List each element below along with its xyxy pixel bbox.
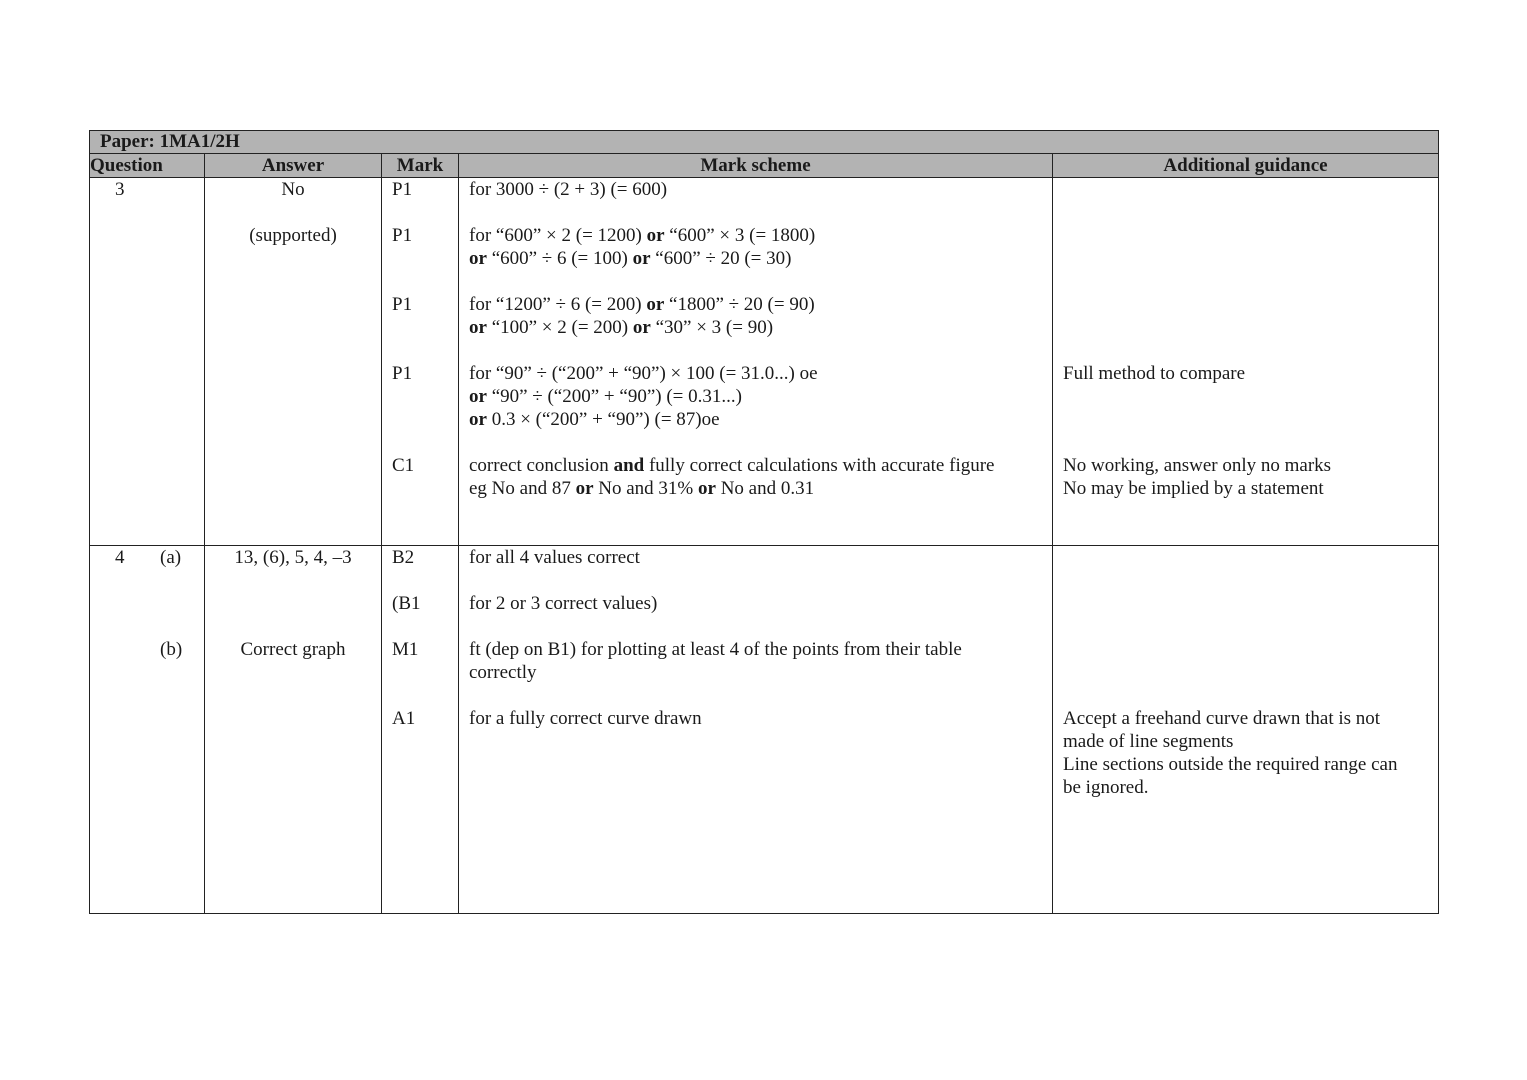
question-4-part-b: (b) xyxy=(160,639,183,660)
q3-c1-line2: eg No and 87 or No and 31% or No and 0.31 xyxy=(469,478,815,499)
question-3-mark-3: P1 xyxy=(392,294,413,315)
paper-row xyxy=(90,131,1439,154)
q3-p1d-line1: for “90” ÷ (“200” + “90”) × 100 (= 31.0...) oe xyxy=(469,363,818,384)
header-question: Question xyxy=(90,154,205,178)
q4-b1-line: for 2 or 3 correct values) xyxy=(469,593,658,614)
q3-p1d-line3: or 0.3 × (“200” + “90”) (= 87)oe xyxy=(469,409,720,430)
question-3-guidance-cell xyxy=(1053,178,1439,546)
q3-p1d-line2: or “90” ÷ (“200” + “90”) (= 0.31...) xyxy=(469,386,742,407)
question-3-mark-cell xyxy=(382,178,459,546)
question-4-answer-b: Correct graph xyxy=(240,639,346,660)
question-3-answer: No xyxy=(281,179,305,200)
question-4-number: 4 xyxy=(115,547,125,568)
q4-m1-line1: ft (dep on B1) for plotting at least 4 of the points from their table xyxy=(469,639,962,660)
question-4-mark-a1: A1 xyxy=(392,708,416,729)
q3-p1c-line1: for “1200” ÷ 6 (= 200) or “1800” ÷ 20 (= 90) xyxy=(469,294,815,315)
question-4-mark-b2: B2 xyxy=(392,547,415,568)
mark-scheme-table xyxy=(89,130,1439,914)
question-4-guidance-cell xyxy=(1053,546,1439,914)
question-4-scheme-cell xyxy=(459,546,1053,914)
question-3-answer-note: (supported) xyxy=(249,225,337,246)
header-mark: Mark xyxy=(382,154,459,178)
q3-c1-line1: correct conclusion and fully correct calculations with accurate figure xyxy=(469,455,995,476)
question-3-number-cell xyxy=(90,178,205,546)
header-answer: Answer xyxy=(205,154,382,178)
question-3-row xyxy=(90,178,1439,546)
q3-p1b-line1: for “600” × 2 (= 1200) or “600” × 3 (= 1800) xyxy=(469,225,816,246)
question-3-mark-4: P1 xyxy=(392,363,413,384)
question-4-number-cell xyxy=(90,546,205,914)
question-4-mark-b1: (B1 xyxy=(392,593,421,614)
question-3-mark-2: P1 xyxy=(392,225,413,246)
header-row xyxy=(90,154,1439,178)
q3-guidance-no-working: No working, answer only no marks xyxy=(1063,455,1332,476)
q4-b2-line: for all 4 values correct xyxy=(469,547,640,568)
question-3-answer-cell xyxy=(205,178,382,546)
header-mark-scheme: Mark scheme xyxy=(459,154,1053,178)
q3-p1a-line: for 3000 ÷ (2 + 3) (= 600) xyxy=(469,179,668,200)
question-3-number: 3 xyxy=(115,179,125,200)
header-additional-guidance: Additional guidance xyxy=(1053,154,1439,178)
q4-a1-line: for a fully correct curve drawn xyxy=(469,708,702,729)
question-4-row xyxy=(90,546,1439,914)
q4-guidance-line1: Accept a freehand curve drawn that is not xyxy=(1063,708,1381,729)
q4-guidance-line3: Line sections outside the required range can xyxy=(1063,754,1398,775)
question-3-mark-1: P1 xyxy=(392,179,413,200)
q4-guidance-line2: made of line segments xyxy=(1063,731,1234,752)
paper-label: Paper: 1MA1/2H xyxy=(90,131,1439,154)
question-3-scheme-cell xyxy=(459,178,1053,546)
q3-p1b-line2: or “600” ÷ 6 (= 100) or “600” ÷ 20 (= 30) xyxy=(469,248,792,269)
q4-guidance-line4: be ignored. xyxy=(1063,777,1149,798)
question-4-mark-m1: M1 xyxy=(392,639,419,660)
question-4-answer-a: 13, (6), 5, 4, –3 xyxy=(234,547,352,568)
q3-p1c-line2: or “100” × 2 (= 200) or “30” × 3 (= 90) xyxy=(469,317,774,338)
q3-guidance-compare: Full method to compare xyxy=(1063,363,1246,384)
question-4-answer-cell xyxy=(205,546,382,914)
question-4-mark-cell xyxy=(382,546,459,914)
q3-guidance-implied: No may be implied by a statement xyxy=(1063,478,1324,499)
question-3-mark-5: C1 xyxy=(392,455,415,476)
q4-m1-line2: correctly xyxy=(469,662,537,683)
question-4-part-a: (a) xyxy=(160,547,182,568)
